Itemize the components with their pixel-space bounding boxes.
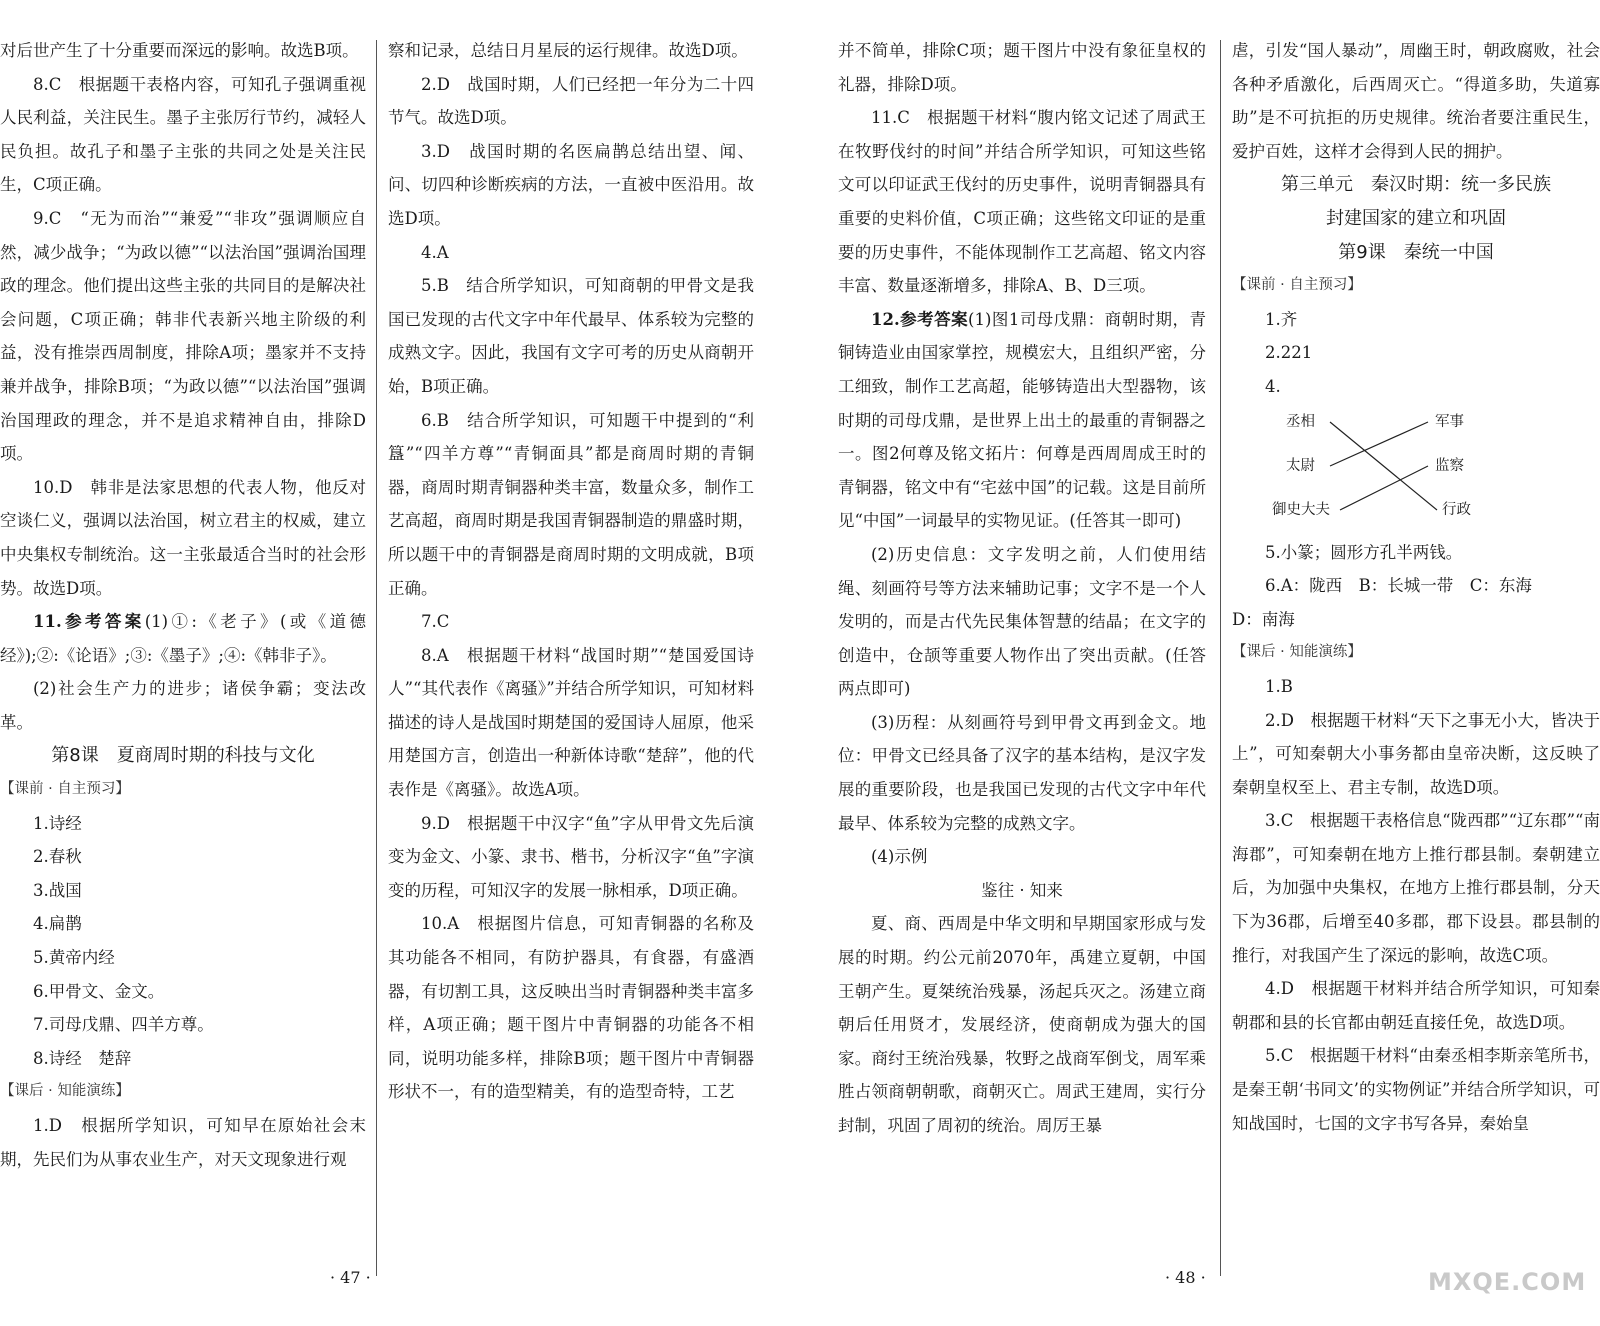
answer-6: 6.B 结合所学知识，可知题干中提到的“利簋”“四羊方尊”“青铜面具”都是商周时期的青铜器，商周时期青铜器种类丰富，数量众多，制作工艺高超，商周时期是我国青铜器制造的鼎盛时期，所以题干中的青铜器是商周时期的文明成就，B项正确。 [388,410,754,598]
answer-4: 4.A [421,242,449,262]
match-line [1340,466,1428,510]
list-item: 3.战国 [33,880,82,900]
section-practice: 【课后 · 知能演练】 [0,1083,130,1100]
paragraph: 对后世产生了十分重要而深远的影响。故选B项。 [0,41,359,60]
diagram-label-right: 监察 [1435,457,1464,474]
paragraph: 察和记录，总结日月星辰的运行规律。故选D项。 [388,41,748,60]
matching-diagram [1232,404,1600,536]
answer-8: 8.A 根据题干材料“战国时期”“楚国爱国诗人”“其代表作《离骚》”并结合所学知识，可知材料描述的诗人是战国时期楚国的爱国诗人屈原，他采用楚国方言，创造出一种新体诗歌“楚辞”，他的代表作是《离骚》。故选A项。 [388,645,754,800]
column-divider [1220,40,1221,1276]
diagram-label-left: 御史大夫 [1272,501,1330,518]
unit-title-line1: 第三单元 秦汉时期：统一多民族 [1281,174,1551,196]
list-item: 1.诗经 [33,813,82,833]
unit-title-line2: 封建国家的建立和巩固 [1326,207,1506,229]
answer-11 [0,605,366,672]
answer-2: 2.D 战国时期，人们已经把一年分为二十四节气。故选D项。 [388,74,754,128]
diagram-label-left: 太尉 [1286,457,1315,474]
list-item: 5.黄帝内经 [33,948,115,968]
list-item: 4. [1265,376,1281,396]
list-item: 6.A：陇西 B：长城一带 C：东海 [1265,576,1532,596]
section-preview: 【课前 · 自主预习】 [0,781,130,798]
list-item: 2.221 [1265,343,1313,363]
answer-11-part1: (1)①:《老子》(或《道德经》);②:《论语》;③:《墨子》;④:《韩非子》。 [0,612,366,665]
answer-9: 9.C “无为而治”“兼爱”“非攻”强调顺应自然，减少战争；“为政以德”“以法治国”强调治国理政的理念。他们提出这些主张的共同目的是解决社会问题，C项正确；韩非代表新兴地主阶级的利益，没有推崇西周制度，排除A项；墨家并不支持兼并战争，排除B项；“为政以德”“以法治国”强调治国理政的理念，并不是追求精神自由，排除D项。 [0,208,366,464]
answer-9: 9.D 根据题干中汉字“鱼”字从甲骨文先后演变为金文、小篆、隶书、楷书，分析汉字“鱼”字演变的历程，可知汉字的发展一脉相承，D项正确。 [388,813,754,900]
diagram-label-left: 丞相 [1286,413,1315,430]
column-2 [388,34,754,1274]
list-item: 7.司母戊鼎、四羊方尊。 [33,1015,214,1035]
answer-12-part3: (3)历程：从刻画符号到甲骨文再到金文。地位：甲骨文已经具备了汉字的基本结构，是汉字发展的重要阶段，也是我国已发现的古代文字中年代最早、体系较为完整的成熟文字。 [838,712,1206,833]
answer-1: 1.D 根据所学知识，可知早在原始社会末期，先民们为从事农业生产，对天文现象进行观 [0,1116,366,1169]
column-4 [1232,34,1600,1274]
list-item: 1.齐 [1265,309,1298,329]
answer-2: 2.D 根据题干材料“天下之事无小大，皆决于上”，可知秦朝大小事务都由皇帝决断，这反映了秦朝皇权至上、君主专制，故选D项。 [1232,710,1600,797]
list-item: 2.春秋 [33,847,82,867]
section-heading: 鉴往 · 知来 [981,880,1063,900]
list-item: 6.甲骨文、金文。 [33,981,165,1001]
lesson-title-9: 第9课 秦统一中国 [1338,241,1494,263]
answer-3: 3.C 根据题干表格信息“陇西郡”“辽东郡”“南海郡”，可知秦朝在地方上推行郡县制。秦朝建立后，为加强中央集权，在地方上推行郡县制，分天下为36郡，后增至40多郡，郡下设县。郡县制的推行，对我国产生了深远的影响，故选C项。 [1232,811,1600,965]
section-preview: 【课前 · 自主预习】 [1232,277,1362,294]
paragraph: 并不简单，排除C项；题干图片中没有象征皇权的礼器，排除D项。 [838,41,1206,94]
answer-11-part2: (2)社会生产力的进步；诸侯争霸；变法改革。 [0,679,366,732]
match-line [1330,422,1437,510]
list-item: 4.扁鹊 [33,914,82,934]
summary-paragraph: 夏、商、西周是中华文明和早期国家形成与发展的时期。约公元前2070年，禹建立夏朝，中国王朝产生。夏桀统治残暴，汤起兵灭之。汤建立商朝后任用贤才，发展经济，使商朝成为强大的国家。商纣王统治残暴，牧野之战商军倒戈，周军乘胜占领商朝朝歌，商朝灭亡。周武王建周，实行分封制，巩固了周初的统治。周厉王暴 [838,914,1206,1135]
answer-5: 5.B 结合所学知识，可知商朝的甲骨文是我国已发现的古代文字中年代最早、体系较为完整的成熟文字。因此，我国有文字可考的历史从商朝开始，B项正确。 [388,276,754,396]
list-item: 8.诗经 楚辞 [33,1048,132,1068]
answer-12-label: 12.参考答案 [871,309,969,329]
answer-12 [838,303,1206,538]
list-item: 5.小篆；圆形方孔半两钱。 [1265,542,1463,562]
lesson-title-8: 第8课 夏商周时期的科技与文化 [51,745,315,767]
answer-8: 8.C 根据题干表格内容，可知孔子强调重视人民利益，关注民生。墨子主张厉行节约，减轻人民负担。故孔子和墨子主张的共同之处是关注民生，C项正确。 [0,74,366,195]
answer-12-part1: (1)图1司母戊鼎：商朝时期，青铜铸造业由国家掌控，规模宏大，且组织严密，分工细致，制作工艺高超，能够铸造出大型器物，该时期的司母戊鼎，是世界上出土的最重的青铜器之一。图2何尊及铭文拓片：何尊是西周周成王时的青铜器，铭文中有“宅兹中国”的记载。这是目前所见“中国”一词最早的实物见证。(任答其一即可) [838,309,1206,531]
answer-7: 7.C [421,612,450,632]
answer-12-part4: (4)示例 [871,847,928,867]
answer-3: 3.D 战国时期的名医扁鹊总结出望、闻、问、切四种诊断疾病的方法，一直被中医沿用。故选D项。 [388,141,754,228]
page-number-left: · 47 · [330,1268,371,1287]
watermark-logo: MXQE.COM [1428,1268,1587,1296]
answer-4: 4.D 根据题干材料并结合所学知识，可知秦朝郡和县的长官都由朝廷直接任免，故选D项。 [1232,979,1600,1032]
answer-11-label: 11.参考答案 [33,612,145,632]
page-number-right: · 48 · [1165,1268,1206,1287]
diagram-label-right: 军事 [1435,413,1464,430]
answer-11: 11.C 根据题干材料“腹内铭文记述了周武王在牧野伐纣的时间”并结合所学知识，可知这些铭文可以印证武王伐纣的历史事件，说明青铜器具有重要的史料价值，C项正确；这些铭文印证的是重要的历史事件，不能体现制作工艺高超、铭文内容丰富、数量逐渐增多，排除A、B、D三项。 [838,108,1206,296]
column-1 [0,34,366,1274]
column-3 [838,34,1206,1274]
answer-5: 5.C 根据题干材料“由秦丞相李斯亲笔所书，是秦王朝‘书同文’的实物例证”并结合所学知识，可知战国时，七国的文字书写各异，秦始皇 [1232,1046,1600,1133]
answer-10: 10.A 根据图片信息，可知青铜器的名称及其功能各不相同，有防护器具，有食器，有盛酒器，有切割工具，这反映出当时青铜器种类丰富多样，A项正确；题干图片中青铜器的功能各不相同，说明功能多样，排除B项；题干图片中青铜器形状不一，有的造型精美，有的造型奇特，工艺 [388,914,754,1102]
match-line [1330,422,1428,466]
list-item-continued: D：南海 [1232,609,1295,629]
answer-12-part2: (2)历史信息：文字发明之前，人们使用结绳、刻画符号等方法来辅助记事；文字不是一个人发明的，而是古代先民集体智慧的结晶；在文字的创造中，仓颉等重要人物作出了突出贡献。(任答两点即可) [838,544,1206,699]
answer-10: 10.D 韩非是法家思想的代表人物，他反对空谈仁义，强调以法治国，树立君主的权威，建立中央集权专制统治。这一主张最适合当时的社会形势。故选D项。 [0,477,366,598]
answer-1: 1.B [1265,676,1293,696]
section-practice: 【课后 · 知能演练】 [1232,644,1362,661]
paragraph: 虐，引发“国人暴动”，周幽王时，朝政腐败，社会各种矛盾激化，后西周灭亡。“得道多助，失道寡助”是不可抗拒的历史规律。统治者要注重民生，爱护百姓，这样才会得到人民的拥护。 [1232,41,1600,161]
diagram-label-right: 行政 [1442,501,1471,518]
column-divider [376,40,377,1276]
